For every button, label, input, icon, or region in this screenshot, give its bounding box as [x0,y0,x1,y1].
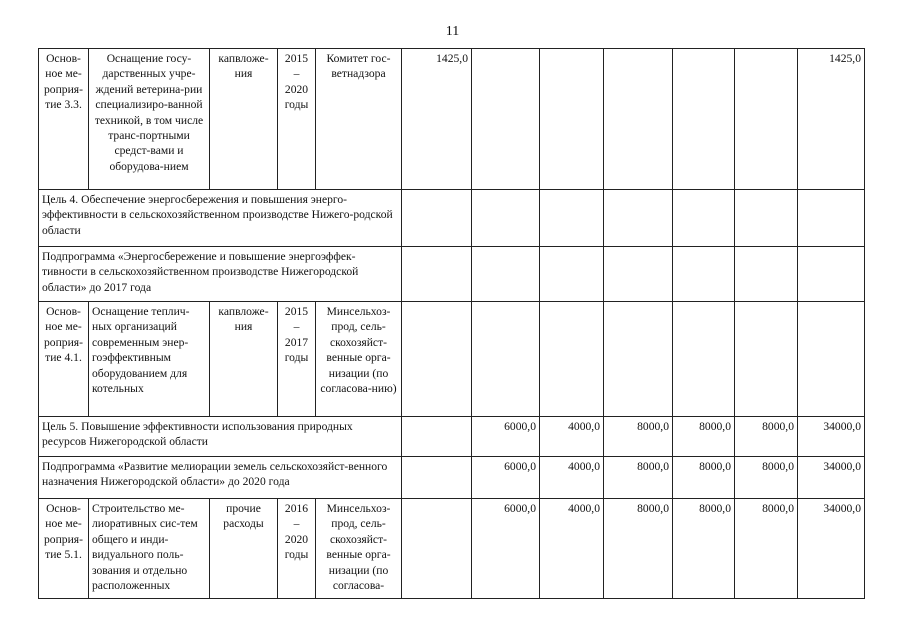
measure-code: Основ-ное ме-роприя-тие 5.1. [39,499,89,599]
value-cell: 6000,0 [472,417,540,457]
value-cell [402,190,472,247]
value-cell [472,49,540,190]
value-cell [735,49,798,190]
value-cell [673,190,735,247]
value-cell: 6000,0 [472,457,540,499]
value-cell: 4000,0 [540,457,604,499]
executor: Комитет гос-ветнадзора [316,49,402,190]
value-cell [604,247,673,302]
table-row-measure-3-3 [39,49,865,190]
value-cell: 8000,0 [735,417,798,457]
table-row-goal-4 [39,190,865,247]
value-cell: 8000,0 [735,457,798,499]
funding-type: капвложе-ния [210,302,278,417]
table-row-subprogram-4 [39,247,865,302]
goal-heading: Цель 4. Обеспечение энергосбережения и повышения энерго-эффективности в сельскохозяйственном производстве Нижего-родской области [39,190,402,247]
goal-heading: Цель 5. Повышение эффективности использования природных ресурсов Нижегородской области [39,417,402,457]
value-cell [472,190,540,247]
value-cell [472,302,540,417]
period: 2015 – 2020 годы [278,49,316,190]
measure-name: Оснащение теплич-ных организаций современным энер-гоэффективным оборудованием для котельных [89,302,210,417]
measure-code: Основ-ное ме-роприя-тие 3.3. [39,49,89,190]
value-cell [798,302,865,417]
program-table [38,48,865,599]
value-cell [735,190,798,247]
value-cell: 8000,0 [735,499,798,599]
executor: Минсельхоз-прод, сель-скохозяйст-венные орга-низации (по согласова-нию) [316,302,402,417]
funding-type: капвложе-ния [210,49,278,190]
table-row-measure-4-1 [39,302,865,417]
table-row-goal-5 [39,417,865,457]
measure-name: Оснащение госу-дарственных учре-ждений ветерина-рии специализиро-ванной техникой, в том числе транс-портными средст-вами и оборудова-нием [89,49,210,190]
value-cell: 8000,0 [673,417,735,457]
funding-type: прочие расходы [210,499,278,599]
value-cell: 1425,0 [798,49,865,190]
measure-name: Строительство ме-лиоративных сис-тем общего и инди-видуального поль-зования и отдельно расположенных [89,499,210,599]
value-cell [472,247,540,302]
value-cell: 4000,0 [540,499,604,599]
value-cell [735,302,798,417]
value-cell [673,247,735,302]
value-cell [604,190,673,247]
value-cell [540,302,604,417]
measure-code: Основ-ное ме-роприя-тие 4.1. [39,302,89,417]
value-cell [402,457,472,499]
value-cell: 8000,0 [604,417,673,457]
value-cell [402,302,472,417]
value-cell [402,247,472,302]
value-cell: 8000,0 [604,499,673,599]
value-cell [798,247,865,302]
period: 2016 – 2020 годы [278,499,316,599]
period: 2015 – 2017 годы [278,302,316,417]
value-cell [402,417,472,457]
value-cell [402,499,472,599]
executor: Минсельхоз-прод, сель-скохозяйст-венные орга-низации (по согласова- [316,499,402,599]
value-cell: 8000,0 [673,499,735,599]
value-cell: 34000,0 [798,499,865,599]
value-cell: 34000,0 [798,417,865,457]
page-number: 11 [445,24,460,39]
value-cell [540,247,604,302]
value-cell: 6000,0 [472,499,540,599]
value-cell [673,49,735,190]
table-row-measure-5-1 [39,499,865,599]
table-row-subprogram-5 [39,457,865,499]
value-cell [798,190,865,247]
value-cell [604,302,673,417]
value-cell: 34000,0 [798,457,865,499]
subprogram-heading: Подпрограмма «Энергосбережение и повышение энергоэффек-тивности в сельскохозяйственном производстве Нижегородской области» до 2017 года [39,247,402,302]
subprogram-heading: Подпрограмма «Развитие мелиорации земель сельскохозяйст-венного назначения Нижегородской области» до 2020 года [39,457,402,499]
value-cell: 4000,0 [540,417,604,457]
value-cell [540,190,604,247]
value-cell [604,49,673,190]
value-cell: 1425,0 [402,49,472,190]
value-cell [735,247,798,302]
value-cell: 8000,0 [673,457,735,499]
value-cell [540,49,604,190]
value-cell [673,302,735,417]
value-cell: 8000,0 [604,457,673,499]
